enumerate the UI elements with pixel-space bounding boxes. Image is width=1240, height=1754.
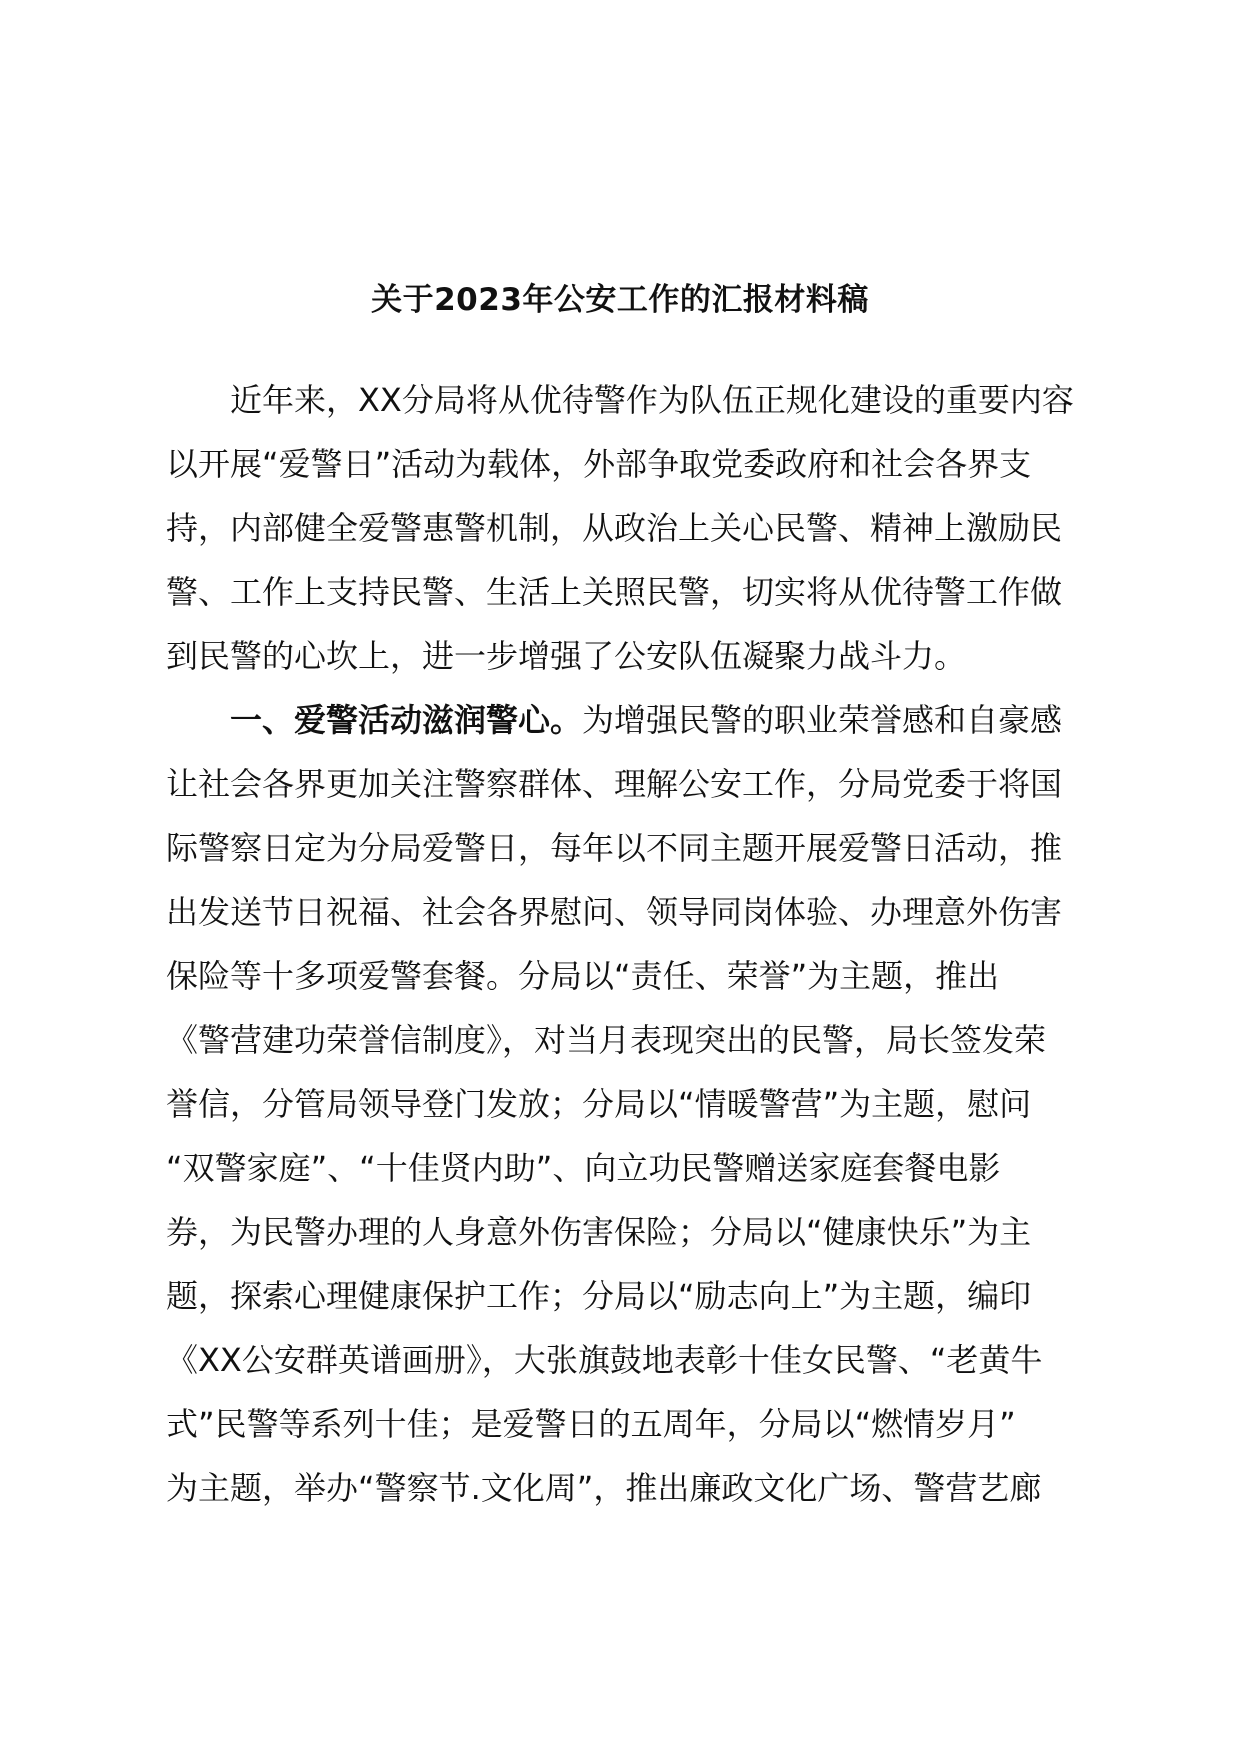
paragraph-line: 题，探索心理健康保护工作；分局以“励志向上”为主题，编印 — [166, 1277, 1032, 1315]
document-title: 关于2023年公安工作的汇报材料稿 — [371, 282, 869, 318]
paragraph-line: 为主题，举办“警察节.文化周”，推出廉政文化广场、警营艺廊 — [166, 1469, 1042, 1507]
section-heading: 一、爱警活动滋润警心。 — [230, 701, 583, 739]
paragraph-line: 出发送节日祝福、社会各界慰问、领导同岗体验、办理意外伤害 — [166, 893, 1063, 931]
section-first-line-text: 为增强民警的职业荣誉感和自豪感 — [582, 701, 1063, 739]
section-first-line — [230, 698, 1062, 742]
paragraph-line: 际警察日定为分局爱警日，每年以不同主题开展爱警日活动，推 — [166, 829, 1063, 867]
paragraph-line: 《XX公安群英谱画册》，大张旗鼓地表彰十佳女民警、“老黄牛 — [166, 1341, 1043, 1379]
paragraph-line: 券，为民警办理的人身意外伤害保险；分局以“健康快乐”为主 — [166, 1213, 1032, 1251]
paragraph-line: 近年来，XX分局将从优待警作为队伍正规化建设的重要内容 — [230, 381, 1074, 419]
paragraph-line: 式”民警等系列十佳；是爱警日的五周年，分局以“燃情岁月” — [166, 1405, 1016, 1443]
paragraph-line: 让社会各界更加关注警察群体、理解公安工作，分局党委于将国 — [166, 765, 1063, 803]
paragraph-line: 警、工作上支持民警、生活上关照民警，切实将从优待警工作做 — [166, 573, 1063, 611]
paragraph-line: 誉信，分管局领导登门发放；分局以“情暖警营”为主题，慰问 — [166, 1085, 1032, 1123]
paragraph-line: 《警营建功荣誉信制度》，对当月表现突出的民警，局长签发荣 — [166, 1021, 1047, 1059]
paragraph-line: 持，内部健全爱警惠警机制，从政治上关心民警、精神上激励民 — [166, 509, 1063, 547]
paragraph-line: 到民警的心坎上，进一步增强了公安队伍凝聚力战斗力。 — [166, 637, 967, 675]
paragraph-line: “双警家庭”、“十佳贤内助”、向立功民警赠送家庭套餐电影 — [166, 1149, 1001, 1187]
paragraph-line: 保险等十多项爱警套餐。分局以“责任、荣誉”为主题，推出 — [166, 957, 1000, 995]
paragraph-line: 以开展“爱警日”活动为载体，外部争取党委政府和社会各界支 — [166, 445, 1032, 483]
